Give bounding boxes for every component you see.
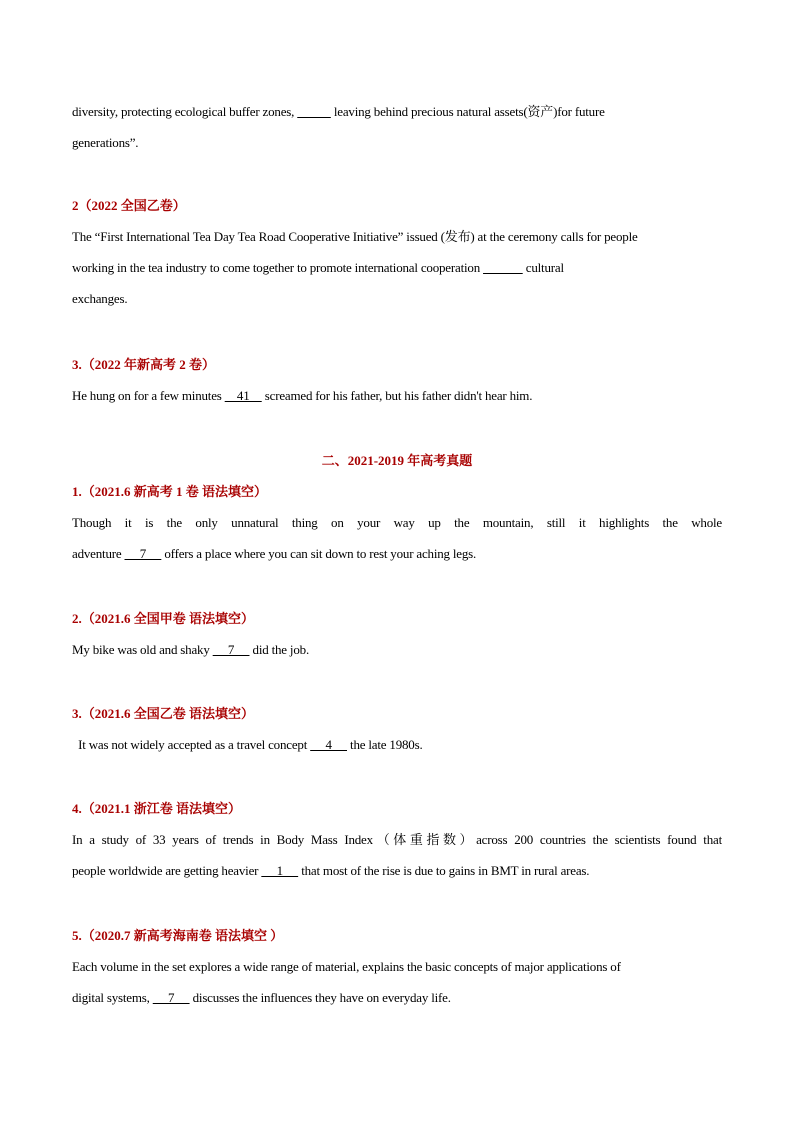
text-run: leaving behind precious natural assets(资产)for future [330,104,605,119]
text-run: offers a place where you can sit down to rest your aching legs. [161,546,477,561]
text-run: adventure [72,546,125,561]
answer-blank: 41 [224,388,262,403]
text-line: In a study of 33 years of trends in Body Mass Index（体重指数）across 200 countries the scientists found that [72,832,722,847]
text-line: exchanges. [72,291,128,306]
answer-blank: 7 [124,546,162,561]
text-run: that most of the rise is due to gains in BMT in rural areas. [298,863,590,878]
question-heading: 1.（2021.6 新高考 1 卷 语法填空） [72,484,268,499]
text-line [72,538,722,569]
question-heading: 2.（2021.6 全国甲卷 语法填空） [72,611,255,626]
text-run: It was not widely accepted as a travel concept [72,737,311,752]
answer-blank: 1 [261,863,299,878]
question-heading: 3.（2022 年新高考 2 卷） [72,357,216,372]
question-2021-national-a [72,607,722,665]
text-line: The “First International Tea Day Tea Road Cooperative Initiative” issued (发布) at the ceremony calls for people [72,229,638,244]
text-line: generations”. [72,135,139,150]
answer-blank: 4 [310,737,347,752]
question-2021-national-b [72,702,722,760]
question-2020-hainan [72,924,722,1013]
text-line [72,634,722,665]
text-line: Though it is the only unnatural thing on your way up the mountain, still it highlights the whole [72,515,722,530]
text-run: diversity, protecting ecological buffer zones, [72,104,298,119]
text-line [72,380,722,411]
section-title: 二、2021-2019 年高考真题 [321,453,473,468]
text-run: screamed for his father, but his father didn't hear him. [261,388,533,403]
intro-paragraph [72,96,722,158]
question-heading: 3.（2021.6 全国乙卷 语法填空） [72,706,255,721]
answer-blank [483,260,523,275]
text-line [72,729,722,760]
question-2021-zhejiang [72,797,722,886]
question-2021-new-gaokao-1 [72,480,722,569]
question-2022-national-b [72,194,722,314]
text-run: cultural [522,260,564,275]
text-run: people worldwide are getting heavier [72,863,262,878]
text-run: the late 1980s. [347,737,423,752]
answer-blank: 7 [152,990,190,1005]
question-heading: 5.（2020.7 新高考海南卷 语法填空 ） [72,928,284,943]
answer-blank [297,104,331,119]
text-run: digital systems, [72,990,153,1005]
text-line [72,96,722,127]
text-run: He hung on for a few minutes [72,388,225,403]
text-run: discusses the influences they have on everyday life. [189,990,451,1005]
answer-blank: 7 [212,642,250,657]
text-line [72,855,722,886]
question-heading: 4.（2021.1 浙江卷 语法填空） [72,801,242,816]
text-run: My bike was old and shaky [72,642,213,657]
question-heading: 2（2022 全国乙卷） [72,198,186,213]
text-run: working in the tea industry to come together to promote international cooperation [72,260,484,275]
text-line [72,252,722,283]
text-line: Each volume in the set explores a wide range of material, explains the basic concepts of major applications of [72,959,621,974]
text-line [72,982,722,1013]
question-2022-new-gaokao-2 [72,353,722,411]
text-run: did the job. [249,642,309,657]
